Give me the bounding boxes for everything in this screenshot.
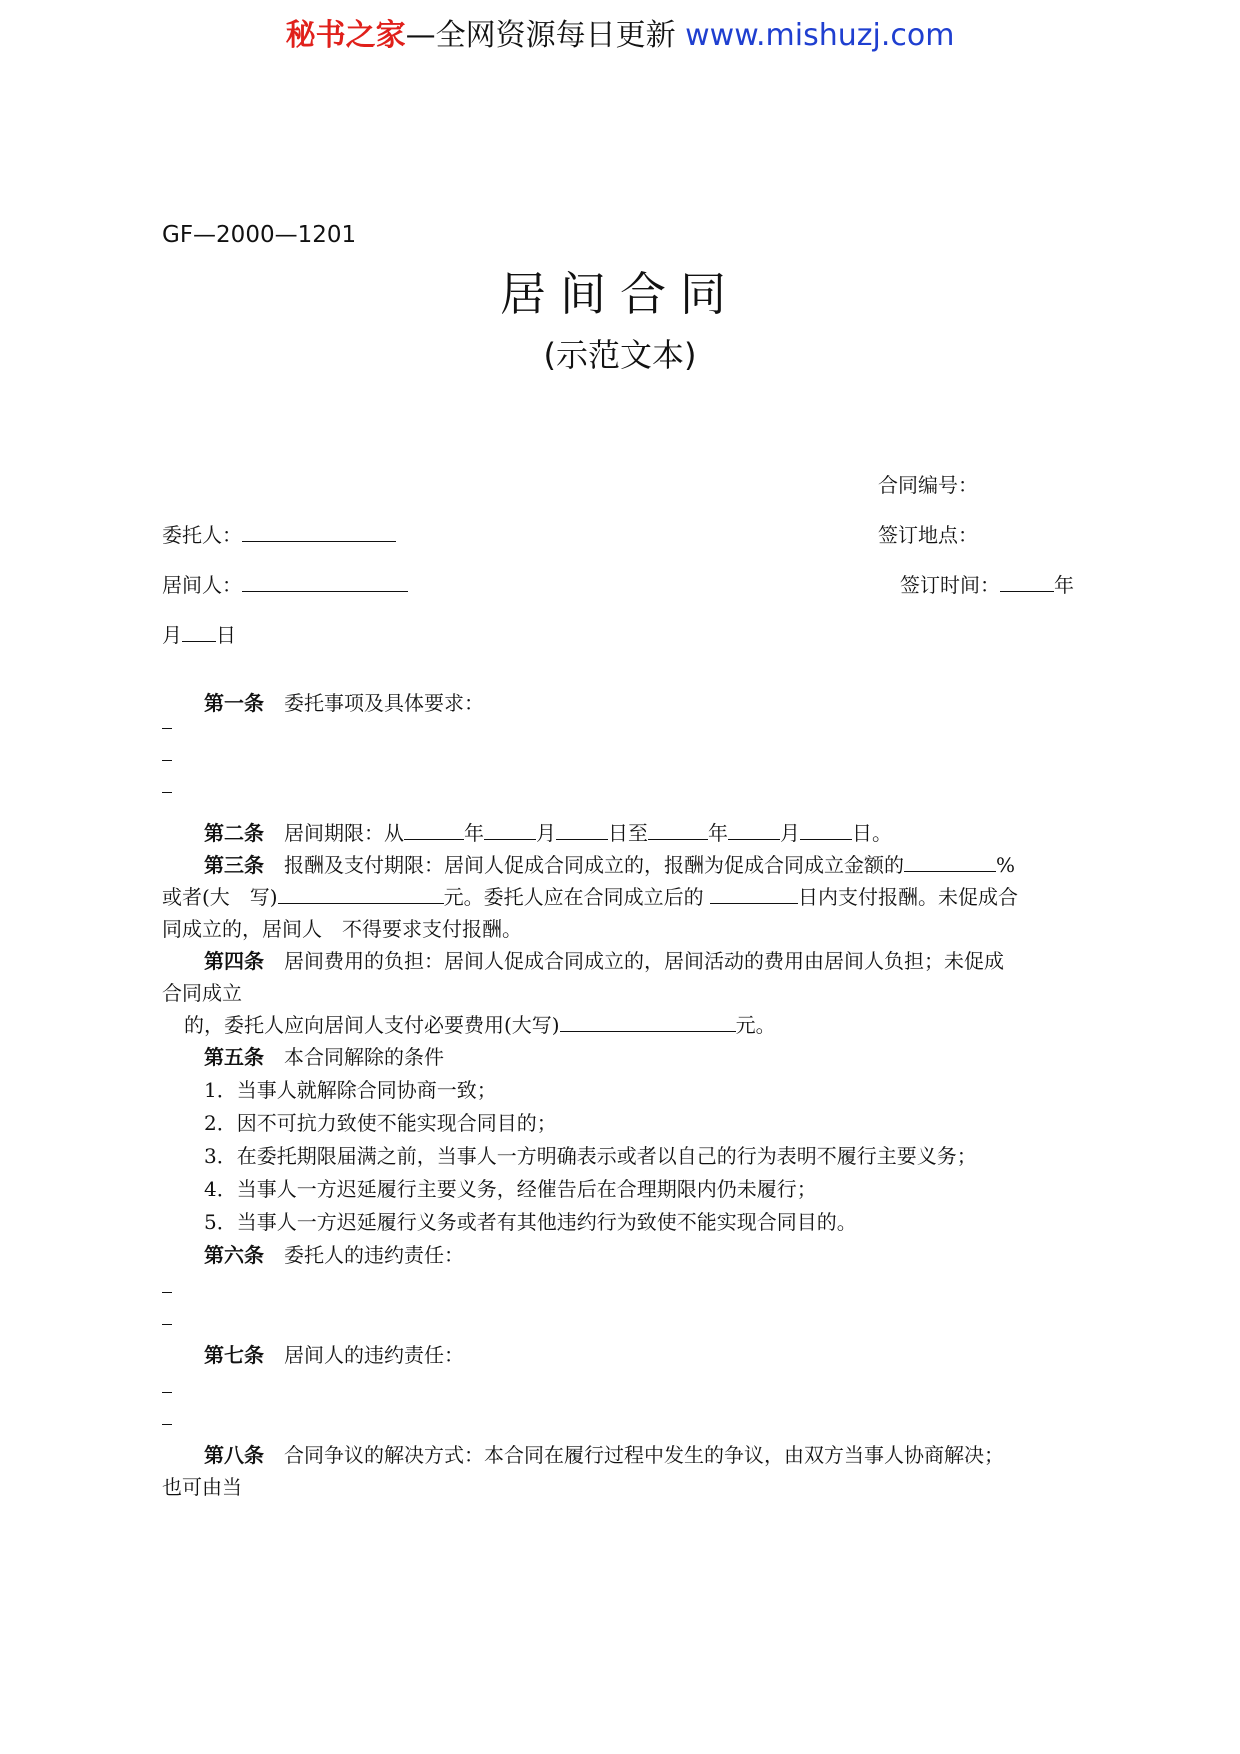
article-4-text-1: 居间费用的负担：居间人促成合同成立的，居间活动的费用由居间人负担；未促成 [284,949,1004,973]
article-5 [204,1042,444,1072]
client-blank[interactable] [242,521,396,542]
period-end-day-blank[interactable] [800,819,852,840]
banner-url-link[interactable]: www.mishuzj.com [685,18,955,53]
commission-amount-blank[interactable] [278,883,444,904]
commission-percent-blank[interactable] [904,851,996,872]
blank-line[interactable] [162,1424,172,1425]
article-6 [204,1240,464,1270]
article-8-line-1 [204,1440,1004,1470]
blank-line[interactable] [162,1292,172,1293]
article-5-label: 第五条 [204,1045,264,1069]
period-start-year-unit: 年 [464,821,484,845]
client-label: 委托人： [162,523,242,547]
termination-item-1: 1．当事人就解除合同协商一致； [204,1078,497,1102]
sign-day-unit: 日 [216,623,236,647]
article-2 [204,818,892,848]
period-start-month-unit: 月 [536,821,556,845]
period-end-year-unit: 年 [708,821,728,845]
document-subtitle: (示范文本) [543,336,697,374]
article-3-text-2a: 或者(大 写) [162,885,278,909]
article-1-label: 第一条 [204,691,264,715]
period-start-day-blank[interactable] [556,819,608,840]
termination-item-2: 2．因不可抗力致使不能实现合同目的； [204,1111,557,1135]
document-title: 居间合同 [500,267,740,321]
termination-item-5: 5．当事人一方迟延履行义务或者有其他违约行为致使不能实现合同目的。 [204,1210,857,1234]
article-1-text: 委托事项及具体要求： [284,691,484,715]
article-2-text: 居间期限：从 [284,821,404,845]
contract-number-label: 合同编号： [878,473,978,497]
article-3-line-3: 同成立的，居间人 不得要求支付报酬。 [162,917,522,941]
period-end-day-unit: 日。 [852,821,892,845]
broker-blank[interactable] [242,571,408,592]
article-4-text-3a: 的，委托人应向居间人支付必要费用(大写) [184,1013,560,1037]
article-3-label: 第三条 [204,853,264,877]
blank-line[interactable] [162,792,172,793]
broker-label: 居间人： [162,573,242,597]
article-4-text-3b: 元。 [735,1013,776,1037]
sign-month-unit: 月 [162,623,182,647]
article-7-text: 居间人的违约责任： [284,1343,464,1367]
article-8-label: 第八条 [204,1443,264,1467]
article-1 [204,688,484,718]
article-8-text-1: 合同争议的解决方式：本合同在履行过程中发生的争议，由双方当事人协商解决； [284,1443,1004,1467]
article-3-text-2c: 日内支付报酬。未促成合 [797,885,1018,909]
sign-place-label: 签订地点： [878,523,978,547]
sign-day-blank[interactable] [182,621,216,642]
period-end-month-unit: 月 [780,821,800,845]
sign-year-blank[interactable] [1000,571,1054,592]
percent-sign: % [996,853,1016,877]
article-6-label: 第六条 [204,1243,264,1267]
client-field [162,520,396,550]
banner-brand: 秘书之家 [285,18,406,53]
article-4-label: 第四条 [204,949,264,973]
sign-year-unit: 年 [1054,573,1074,597]
period-start-year-blank[interactable] [404,819,464,840]
blank-line[interactable] [162,728,172,729]
sign-time-field [900,570,1074,600]
article-3-line-1 [204,850,1015,880]
payment-days-blank[interactable] [710,883,798,904]
article-2-label: 第二条 [204,821,264,845]
period-start-day-unit: 日至 [608,821,648,845]
article-3-line-2 [162,882,1018,912]
article-7-label: 第七条 [204,1343,264,1367]
period-end-month-blank[interactable] [728,819,780,840]
site-banner [0,14,1240,58]
article-4-line-1 [204,946,1004,976]
article-8-line-2: 也可由当 [162,1475,242,1499]
article-6-text: 委托人的违约责任： [284,1243,464,1267]
article-3-text-2b: 元。委托人应在合同成立后的 [443,885,704,909]
blank-line[interactable] [162,1392,172,1393]
blank-line[interactable] [162,760,172,761]
article-5-text: 本合同解除的条件 [284,1045,444,1069]
sign-month-day [162,620,236,650]
banner-tagline: —全网资源每日更新 [405,18,676,53]
article-7 [204,1340,464,1370]
article-4-line-3 [184,1010,776,1040]
expense-amount-blank[interactable] [560,1011,736,1032]
broker-field [162,570,408,600]
article-4-line-2: 合同成立 [162,981,242,1005]
blank-line[interactable] [162,1324,172,1325]
period-start-month-blank[interactable] [484,819,536,840]
document-code: GF—2000—1201 [162,222,357,248]
termination-item-4: 4．当事人一方迟延履行主要义务，经催告后在合理期限内仍未履行； [204,1177,817,1201]
sign-time-label: 签订时间： [900,573,1000,597]
termination-item-3: 3．在委托期限届满之前，当事人一方明确表示或者以自己的行为表明不履行主要义务； [204,1144,977,1168]
article-3-text-1: 报酬及支付期限：居间人促成合同成立的，报酬为促成合同成立金额的 [284,853,904,877]
period-end-year-blank[interactable] [648,819,708,840]
